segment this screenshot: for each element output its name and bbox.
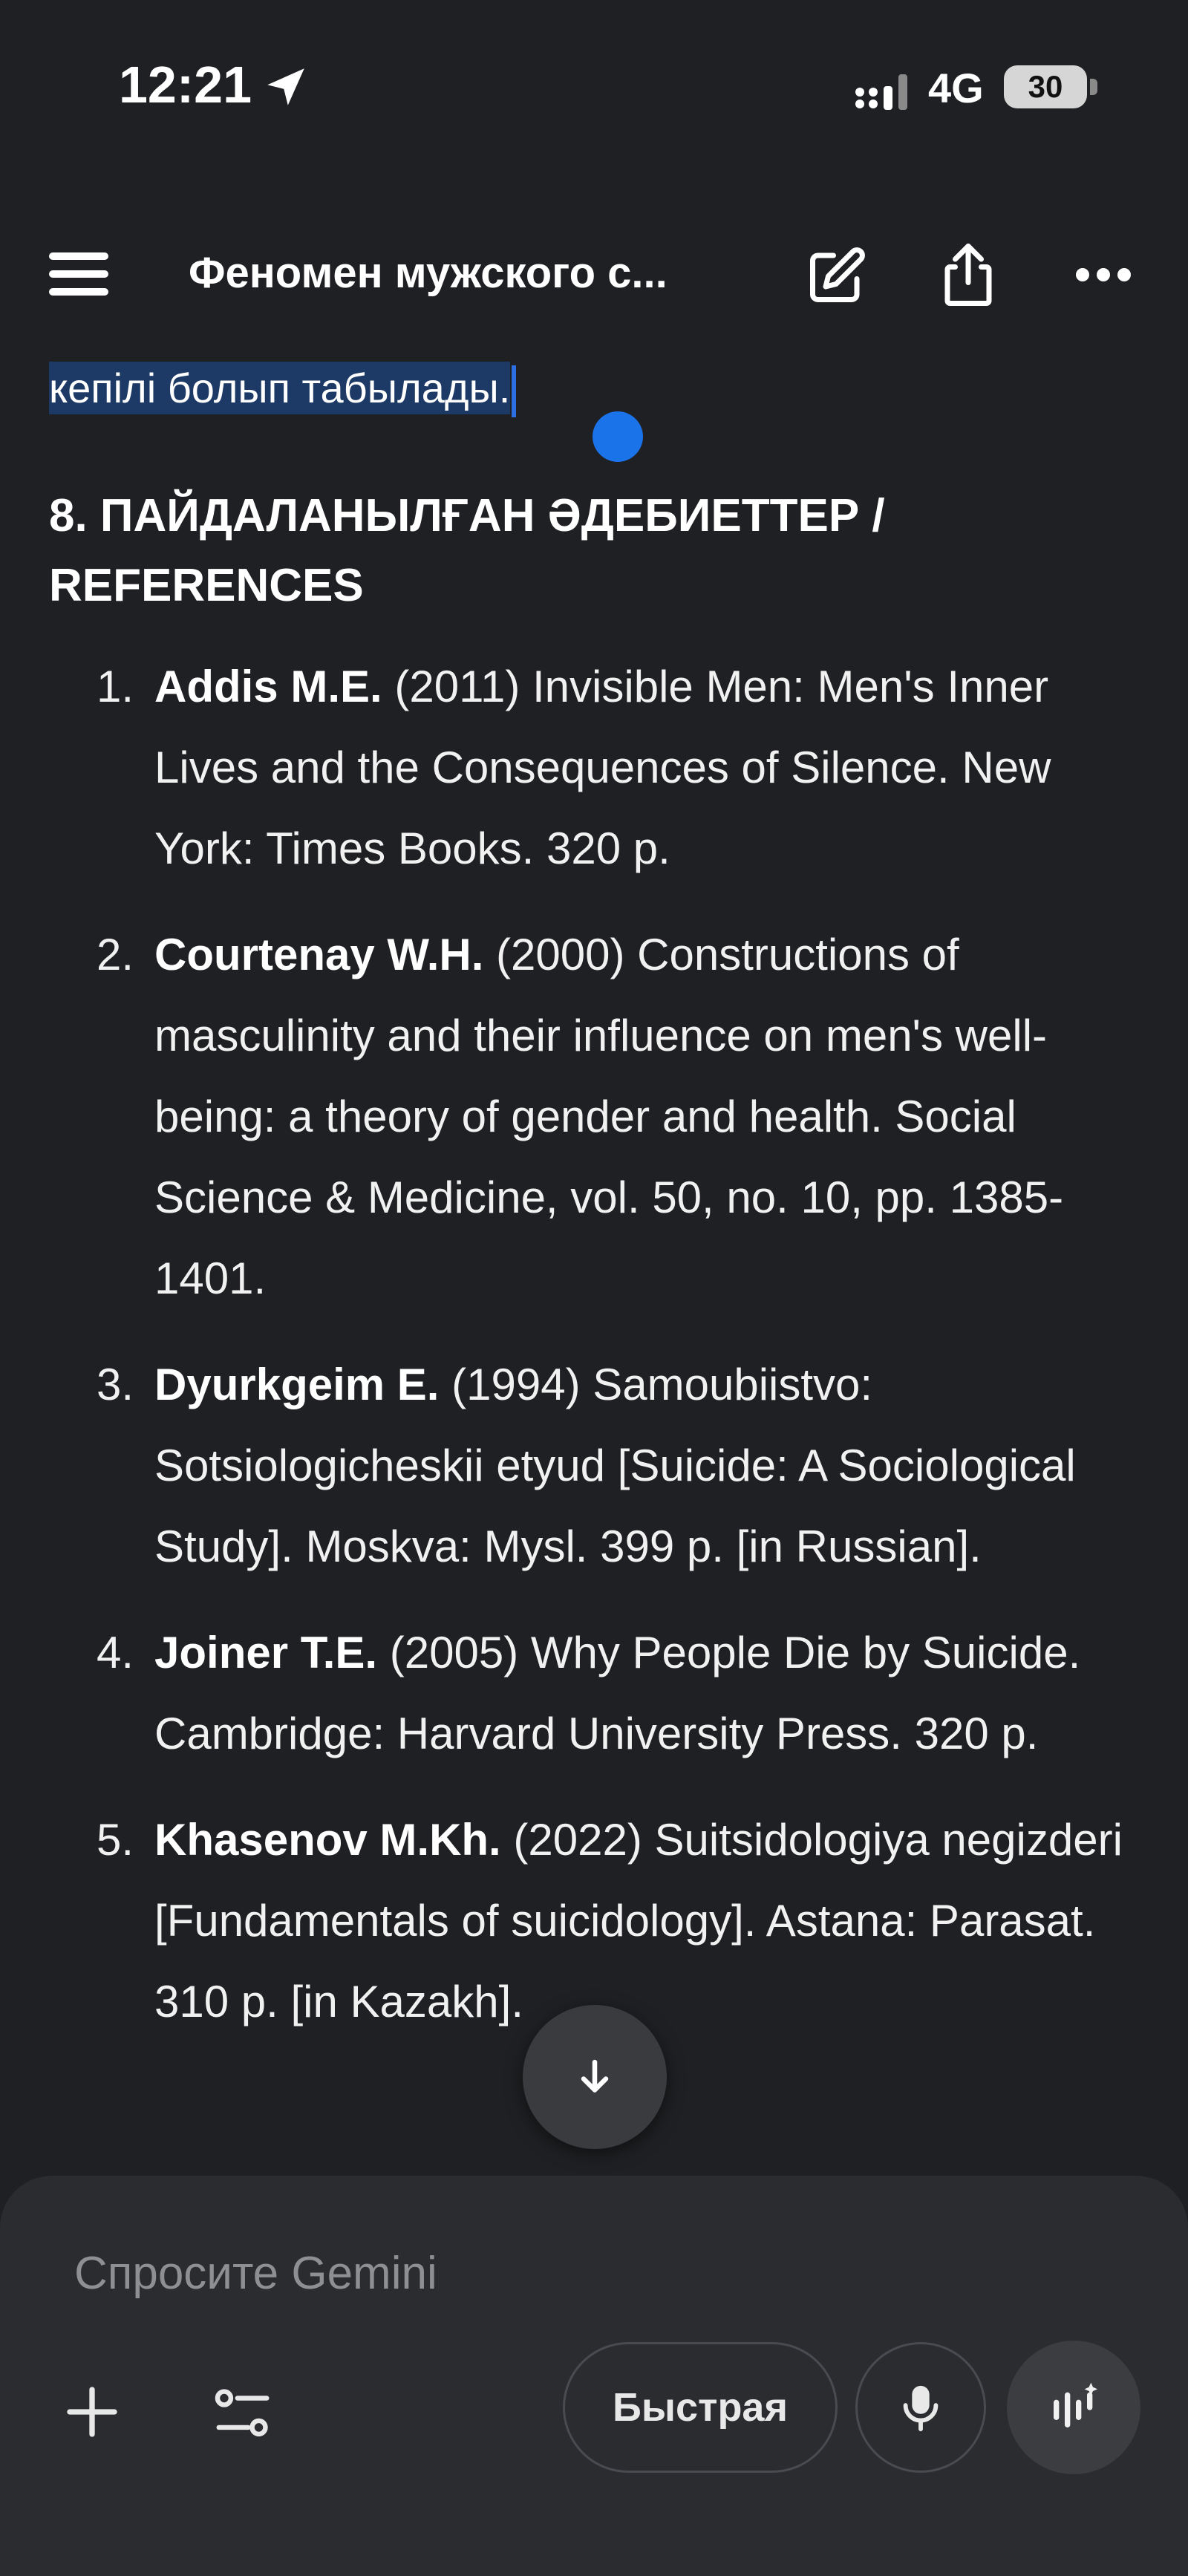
reference-author: Joiner T.E. xyxy=(154,1628,378,1677)
arrow-down-icon xyxy=(572,2055,617,2099)
mode-selector-button[interactable]: Быстрая xyxy=(563,2342,838,2473)
reference-number: 3. xyxy=(96,1360,134,1409)
share-icon[interactable] xyxy=(937,241,999,309)
reference-number: 5. xyxy=(96,1815,134,1865)
reference-text xyxy=(154,1612,1142,1774)
selected-text-line[interactable] xyxy=(49,364,516,417)
reference-number: 1. xyxy=(96,662,134,711)
reference-details: (2000) Constructions of masculinity and their influence on men's well-being: a theory of gender and health. Social Science & Medicine, vol. 50, no. 10, pp. 1385-1401. xyxy=(154,930,1064,1303)
document-content xyxy=(0,342,1188,2183)
battery-tip xyxy=(1090,79,1097,95)
mic-button[interactable] xyxy=(855,2342,986,2473)
selection-handle[interactable] xyxy=(593,411,643,462)
reference-item xyxy=(0,914,1188,1319)
reference-item xyxy=(0,646,1188,889)
reference-item xyxy=(0,1612,1188,1774)
reference-details: (2011) Invisible Men: Men's Inner Lives and the Consequences of Silence. New York: Times Books. 320 p. xyxy=(154,662,1051,873)
live-icon xyxy=(1044,2378,1103,2437)
edit-icon[interactable] xyxy=(805,245,867,307)
reference-author: Dyurkgeim E. xyxy=(154,1360,440,1409)
more-icon[interactable] xyxy=(1072,252,1135,297)
tools-icon[interactable] xyxy=(211,2382,275,2446)
selected-text[interactable]: кепілі болып табылады. xyxy=(49,362,510,414)
reference-number: 2. xyxy=(96,930,134,979)
status-time: 12:21 xyxy=(119,56,252,114)
signal-icon xyxy=(854,71,913,113)
location-arrow-icon xyxy=(261,62,310,111)
reference-author: Khasenov M.Kh. xyxy=(154,1815,501,1865)
gemini-prompt-input[interactable] xyxy=(73,2246,1041,2301)
reference-details: (2022) Suitsidologiya negizderi [Fundamentals of suicidology]. Astana: Parasat. 310 p. [in Kazakh]. xyxy=(154,1815,1123,2026)
scroll-down-button[interactable] xyxy=(523,2005,667,2149)
reference-details: (2005) Why People Die by Suicide. Cambridge: Harvard University Press. 320 p. xyxy=(154,1628,1081,1758)
top-app-bar xyxy=(0,223,1188,327)
reference-details: (1994) Samoubiistvo: Sotsiologicheskii etyud [Suicide: A Sociological Study]. Moskva: Mysl. 399 p. [in Russian]. xyxy=(154,1360,1076,1571)
menu-icon[interactable] xyxy=(46,247,114,303)
gemini-panel xyxy=(0,2176,1188,2576)
status-bar xyxy=(0,0,1188,171)
reference-text xyxy=(154,914,1142,1319)
reference-text xyxy=(154,646,1142,889)
reference-author: Courtenay W.H. xyxy=(154,930,484,979)
reference-number: 4. xyxy=(96,1628,134,1677)
battery-level: 30 xyxy=(1028,69,1063,104)
mic-icon xyxy=(895,2381,947,2433)
selection-caret xyxy=(512,365,516,417)
reference-text xyxy=(154,1344,1142,1587)
live-button[interactable] xyxy=(1007,2341,1140,2474)
references-list xyxy=(0,646,1188,2067)
document-title[interactable]: Феномен мужского с... xyxy=(189,249,668,297)
references-heading: 8. ПАЙДАЛАНЫЛҒАН ӘДЕБИЕТТЕР / REFERENCES xyxy=(49,490,885,611)
reference-text xyxy=(154,1799,1142,2042)
plus-icon[interactable] xyxy=(62,2382,122,2442)
reference-author: Addis M.E. xyxy=(154,662,382,711)
reference-item xyxy=(0,1344,1188,1587)
battery-icon xyxy=(1004,65,1087,108)
network-type: 4G xyxy=(928,65,984,111)
